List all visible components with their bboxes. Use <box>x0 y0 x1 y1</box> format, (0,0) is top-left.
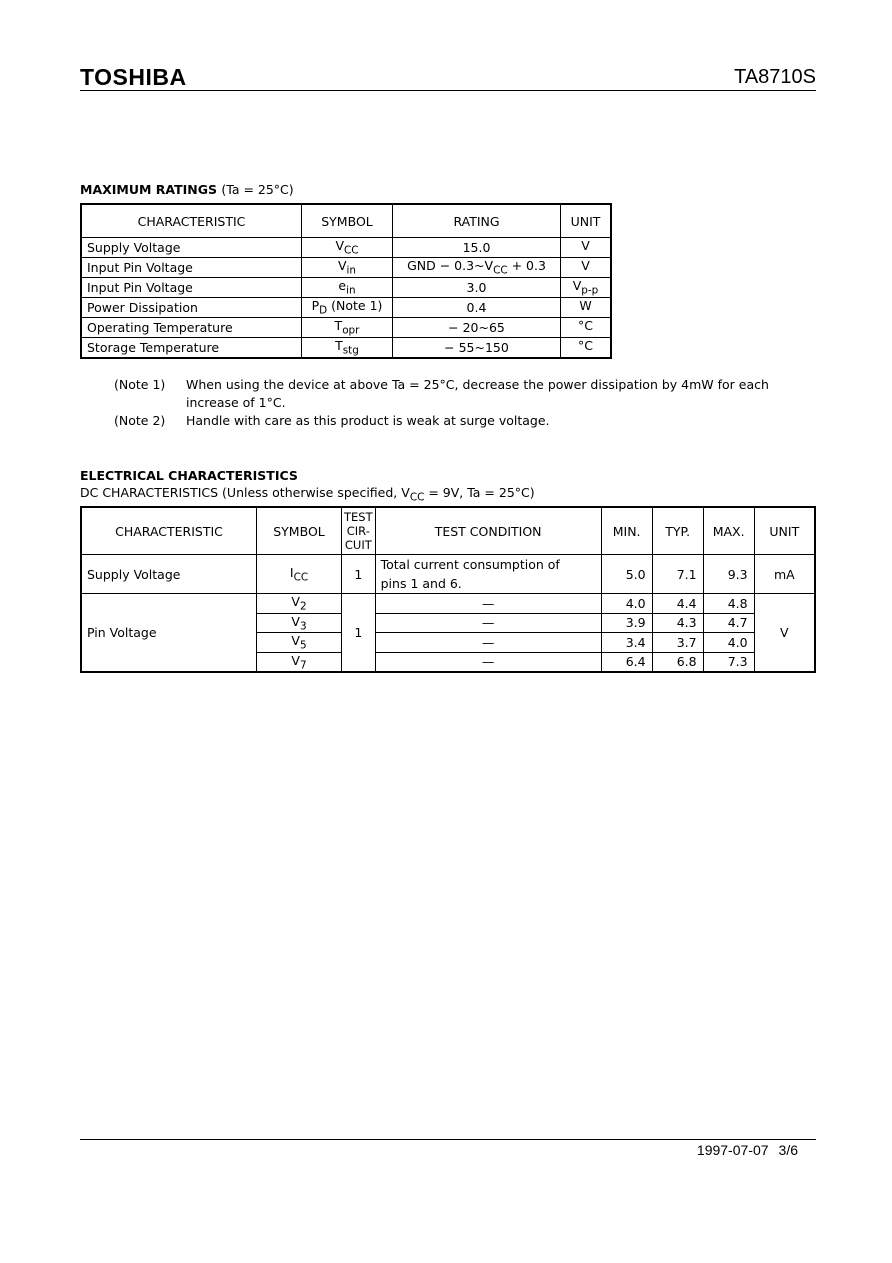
table-row <box>81 555 815 594</box>
symbol-sub: D <box>319 304 328 317</box>
symbol-cell <box>302 298 393 318</box>
unit-cell <box>561 278 612 298</box>
subtitle-prefix: DC CHARACTERISTICS (Unless otherwise specified, V <box>80 485 410 500</box>
rating-cell <box>393 278 561 298</box>
rating-cell <box>393 298 561 318</box>
note-text: When using the device at above Ta = 25°C, decrease the power dissipation by 4mW for each increase of 1°C. <box>186 377 769 410</box>
electrical-heading: ELECTRICAL CHARACTERISTICS <box>80 468 298 483</box>
symbol-cell <box>302 318 393 338</box>
rating-cell <box>393 318 561 338</box>
rating-cell <box>393 238 561 258</box>
characteristic-cell: Supply Voltage <box>81 555 257 594</box>
unit-cell <box>561 338 612 359</box>
table-row <box>81 338 611 359</box>
electrical-characteristics-table <box>80 506 816 673</box>
condition-cell: — <box>375 652 601 672</box>
characteristic-cell: Supply Voltage <box>81 238 302 258</box>
max-cell: 9.3 <box>703 555 754 594</box>
table-row <box>81 278 611 298</box>
min-cell: 3.4 <box>601 633 652 653</box>
circuit-cell: 1 <box>342 594 376 673</box>
unit-base: V <box>581 258 590 274</box>
unit-cell: V <box>754 594 815 673</box>
test-circuit-line: CIR- <box>346 524 370 538</box>
column-header: UNIT <box>754 507 815 555</box>
symbol-sub: CC <box>344 244 359 257</box>
symbol-base: T <box>334 318 343 334</box>
subtitle-suffix: = 9V, Ta = 25°C) <box>424 485 535 500</box>
max-cell: 4.0 <box>703 633 754 653</box>
symbol-base: T <box>335 338 343 354</box>
symbol-base: V <box>291 594 300 609</box>
table-row <box>81 258 611 278</box>
rating-tail: + 0.3 <box>507 258 546 274</box>
column-header: CHARACTERISTIC <box>81 204 302 238</box>
symbol-cell <box>257 555 342 594</box>
symbol-sub: in <box>346 284 356 297</box>
symbol-base: V <box>291 652 300 668</box>
unit-cell <box>561 298 612 318</box>
symbol-cell <box>302 278 393 298</box>
rating-sub: CC <box>493 264 508 277</box>
rating-cell <box>393 338 561 359</box>
note-item <box>114 412 786 430</box>
symbol-sub: 5 <box>299 639 307 652</box>
symbol-note: (Note 1) <box>327 298 383 314</box>
column-header: TEST CONDITION <box>375 507 601 555</box>
circuit-cell: 1 <box>342 555 376 594</box>
column-header-test-circuit <box>342 507 376 555</box>
unit-base: V <box>581 238 590 254</box>
table-row <box>81 298 611 318</box>
company-logo: TOSHIBA <box>80 64 187 90</box>
symbol-cell <box>257 594 342 614</box>
unit-cell <box>561 238 612 258</box>
rating-value: − 20~65 <box>448 320 505 335</box>
table-header-row <box>81 204 611 238</box>
condition-line: Total current consumption of <box>380 557 560 572</box>
part-number: TA8710S <box>734 66 816 88</box>
symbol-sub: stg <box>342 344 359 357</box>
rating-value: − 55~150 <box>444 340 509 355</box>
maximum-ratings-table <box>80 203 612 359</box>
column-header: SYMBOL <box>302 204 393 238</box>
symbol-sub: 2 <box>299 600 307 613</box>
table-header-row <box>81 507 815 555</box>
max-cell: 4.8 <box>703 594 754 614</box>
footer-rule <box>80 1139 816 1140</box>
maximum-ratings-condition: (Ta = 25°C) <box>221 182 294 197</box>
symbol-base: I <box>289 564 294 580</box>
column-header: TYP. <box>652 507 703 555</box>
column-header: MIN. <box>601 507 652 555</box>
max-cell: 4.7 <box>703 613 754 633</box>
unit-base: °C <box>578 318 593 334</box>
unit-cell <box>561 258 612 278</box>
unit-base: V <box>572 278 582 294</box>
test-circuit-line: CUIT <box>344 538 372 552</box>
symbol-base: V <box>335 238 344 254</box>
note-tag: (Note 1) <box>114 377 166 392</box>
condition-line: pins 1 and 6. <box>380 576 462 591</box>
notes <box>114 376 786 430</box>
characteristic-cell: Storage Temperature <box>81 338 302 359</box>
header-rule <box>80 90 816 91</box>
maximum-ratings-title: MAXIMUM RATINGS <box>80 182 218 197</box>
characteristic-cell: Operating Temperature <box>81 318 302 338</box>
symbol-cell <box>257 652 342 672</box>
symbol-base: e <box>338 278 347 294</box>
note-text: Handle with care as this product is weak at surge voltage. <box>186 413 550 428</box>
note-tag: (Note 2) <box>114 413 166 428</box>
rating-value: GND − 0.3~V <box>407 258 494 274</box>
unit-cell: mA <box>754 555 815 594</box>
symbol-base: V <box>291 613 300 629</box>
symbol-cell <box>302 238 393 258</box>
test-circuit-line: TEST <box>344 510 373 524</box>
typ-cell: 6.8 <box>652 652 703 672</box>
min-cell: 3.9 <box>601 613 652 633</box>
column-header: MAX. <box>703 507 754 555</box>
footer-date: 1997-07-07 <box>696 1142 769 1158</box>
table-row <box>81 238 611 258</box>
note-item <box>114 376 786 412</box>
column-header: SYMBOL <box>257 507 342 555</box>
symbol-cell <box>257 633 342 653</box>
rating-value: 15.0 <box>462 240 491 255</box>
rating-cell <box>393 258 561 278</box>
symbol-base: P <box>311 298 320 314</box>
symbol-base: V <box>337 258 347 274</box>
unit-base: °C <box>578 338 593 354</box>
footer <box>687 1142 798 1158</box>
symbol-cell <box>302 338 393 359</box>
condition-cell <box>375 555 601 594</box>
typ-cell: 3.7 <box>652 633 703 653</box>
symbol-cell <box>302 258 393 278</box>
unit-sub: p-p <box>581 284 599 297</box>
symbol-cell <box>257 613 342 633</box>
maximum-ratings-heading <box>80 182 294 197</box>
characteristic-cell: Input Pin Voltage <box>81 278 302 298</box>
typ-cell: 4.4 <box>652 594 703 614</box>
dc-characteristics-subtitle <box>80 485 535 504</box>
symbol-sub: opr <box>342 324 360 337</box>
min-cell: 4.0 <box>601 594 652 614</box>
table-row <box>81 594 815 614</box>
condition-cell: — <box>375 633 601 653</box>
min-cell: 6.4 <box>601 652 652 672</box>
footer-page: 3/6 <box>778 1142 798 1158</box>
column-header: RATING <box>393 204 561 238</box>
condition-cell: — <box>375 613 601 633</box>
typ-cell: 4.3 <box>652 613 703 633</box>
max-cell: 7.3 <box>703 652 754 672</box>
unit-cell <box>561 318 612 338</box>
typ-cell: 7.1 <box>652 555 703 594</box>
symbol-sub: 3 <box>299 620 307 632</box>
condition-cell: — <box>375 594 601 614</box>
table-row <box>81 318 611 338</box>
column-header: UNIT <box>561 204 612 238</box>
characteristic-cell: Input Pin Voltage <box>81 258 302 278</box>
rating-value: 3.0 <box>466 280 487 295</box>
symbol-sub: in <box>346 264 357 277</box>
min-cell: 5.0 <box>601 555 652 594</box>
subtitle-sub: CC <box>409 491 425 504</box>
characteristic-cell: Power Dissipation <box>81 298 302 318</box>
rating-value: 0.4 <box>466 300 487 315</box>
column-header: CHARACTERISTIC <box>81 507 257 555</box>
characteristic-cell: Pin Voltage <box>81 594 257 673</box>
unit-base: W <box>579 298 592 314</box>
symbol-sub: CC <box>293 571 309 584</box>
symbol-sub: 7 <box>299 659 307 671</box>
symbol-base: V <box>291 633 300 648</box>
